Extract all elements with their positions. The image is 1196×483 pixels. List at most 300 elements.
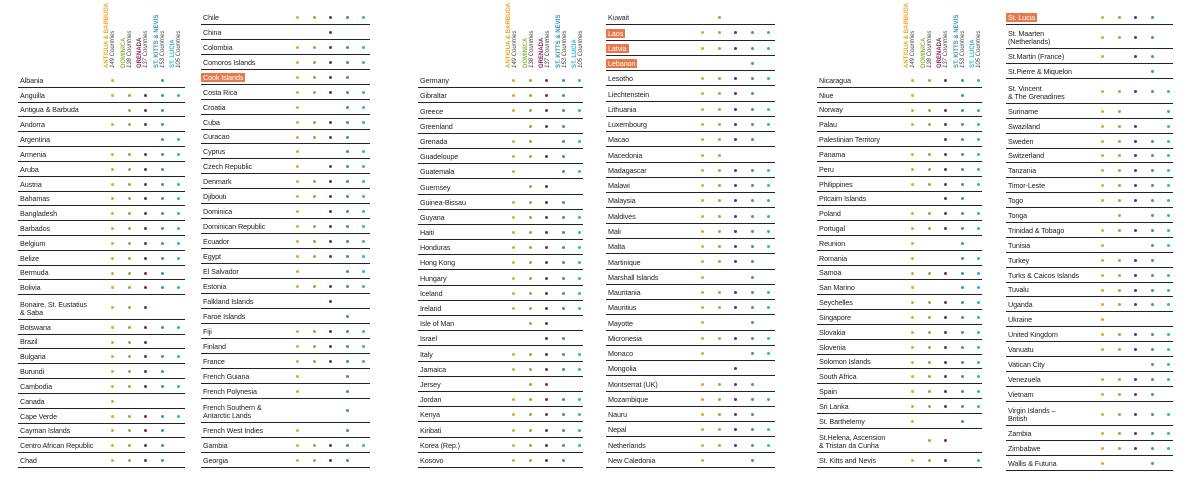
country-name-line: El Salvador xyxy=(203,266,239,276)
visa-free-dot xyxy=(1167,125,1170,128)
country-name-line: Guernsey xyxy=(420,182,451,192)
visa-free-dot xyxy=(362,345,365,348)
visa-free-dot xyxy=(751,291,754,294)
country-column xyxy=(1006,10,1173,471)
visa-free-dot xyxy=(144,385,147,388)
country-name xyxy=(1008,242,1030,250)
visa-free-dot xyxy=(144,370,147,373)
header-label xyxy=(539,31,551,68)
visa-free-dot xyxy=(578,353,581,356)
visa-free-dot xyxy=(362,330,365,333)
visa-free-dot xyxy=(545,246,548,249)
visa-free-dot xyxy=(944,459,947,462)
visa-free-dot xyxy=(977,168,980,171)
visa-free-dot xyxy=(512,368,515,371)
visa-free-dot xyxy=(313,330,316,333)
country-name-line: Andorra xyxy=(20,120,45,130)
visa-free-dot xyxy=(529,292,532,295)
country-name-line: Sweden xyxy=(1008,136,1034,146)
country-name xyxy=(420,259,455,267)
table-row xyxy=(18,424,185,439)
visa-free-dot xyxy=(545,94,548,97)
visa-free-dot xyxy=(1118,16,1121,19)
country-name-line: Maldives xyxy=(608,211,636,221)
visa-free-dot xyxy=(701,169,704,172)
visa-free-dot xyxy=(529,94,532,97)
visa-free-dot xyxy=(1101,289,1104,292)
visa-free-dot xyxy=(362,285,365,288)
visa-free-dot xyxy=(751,383,754,386)
visa-free-dot xyxy=(944,272,947,275)
visa-free-dot xyxy=(111,242,114,245)
visa-free-dot xyxy=(545,383,548,386)
visa-free-dot xyxy=(1134,432,1137,435)
visa-free-dot xyxy=(313,91,316,94)
visa-free-dot xyxy=(751,31,754,34)
visa-free-dot xyxy=(161,370,164,373)
country-name xyxy=(819,136,880,144)
table-row xyxy=(817,251,982,266)
country-name-line: New Caledonia xyxy=(608,455,656,465)
visa-free-dot xyxy=(977,183,980,186)
visa-free-dot xyxy=(1151,184,1154,187)
country-name xyxy=(420,457,443,465)
visa-free-dot xyxy=(1167,274,1170,277)
visa-free-dot xyxy=(578,79,581,82)
visa-free-dot xyxy=(296,255,299,258)
visa-free-dot xyxy=(161,326,164,329)
country-name-line: Armenia xyxy=(20,149,47,159)
country-name xyxy=(203,358,225,366)
country-name-line: Bahamas xyxy=(20,194,50,204)
visa-free-dot xyxy=(944,109,947,112)
table-row xyxy=(201,204,370,219)
visa-free-dot xyxy=(578,140,581,143)
table-row xyxy=(418,316,583,331)
country-name-line: Estonia xyxy=(203,281,227,291)
visa-free-dot xyxy=(362,150,365,153)
visa-free-dot xyxy=(111,286,114,289)
visa-free-dot xyxy=(329,330,332,333)
country-name xyxy=(420,275,446,283)
visa-free-dot xyxy=(718,230,721,233)
country-name-line: Denmark xyxy=(203,177,232,187)
country-name-line: Tanzania xyxy=(1008,166,1036,176)
visa-free-dot xyxy=(1151,259,1154,262)
visa-free-dot xyxy=(1101,333,1104,336)
visa-free-dot xyxy=(111,197,114,200)
country-name xyxy=(608,121,647,129)
visa-free-dot xyxy=(313,61,316,64)
visa-free-dot xyxy=(1134,36,1137,39)
table-row xyxy=(817,221,982,236)
visa-free-dot xyxy=(1151,447,1154,450)
visa-free-dot xyxy=(128,341,131,344)
visa-free-dot xyxy=(545,413,548,416)
visa-free-dot xyxy=(144,444,147,447)
table-row xyxy=(18,320,185,335)
visa-free-dot xyxy=(1151,333,1154,336)
visa-free-dot xyxy=(1151,393,1154,396)
visa-free-dot xyxy=(578,444,581,447)
country-name-line: Lithuania xyxy=(608,104,637,114)
table-row xyxy=(1006,134,1173,149)
visa-free-dot xyxy=(161,168,164,171)
country-name xyxy=(203,283,226,291)
visa-free-dot xyxy=(329,16,332,19)
visa-free-dot xyxy=(296,429,299,432)
visa-free-dot xyxy=(346,285,349,288)
visa-free-dot xyxy=(1101,244,1104,247)
visa-free-dot xyxy=(1101,125,1104,128)
table-row xyxy=(418,149,583,164)
visa-free-dot xyxy=(1101,393,1104,396)
visa-free-dot xyxy=(751,398,754,401)
visa-free-dot xyxy=(767,230,770,233)
table-row xyxy=(201,354,370,369)
table-row xyxy=(18,103,185,118)
visa-free-dot xyxy=(346,106,349,109)
visa-free-dot xyxy=(512,170,515,173)
visa-free-dot xyxy=(529,429,532,432)
visa-free-dot xyxy=(313,121,316,124)
table-row xyxy=(606,300,775,315)
visa-free-dot xyxy=(329,76,332,79)
country-name xyxy=(203,59,255,67)
table-row xyxy=(817,147,982,162)
visa-free-dot xyxy=(718,215,721,218)
country-name xyxy=(608,289,641,297)
visa-free-dot xyxy=(1101,462,1104,465)
header-country-count: 153 Countries xyxy=(959,30,966,68)
visa-free-dot xyxy=(944,301,947,304)
visa-free-dot xyxy=(1101,169,1104,172)
visa-free-dot xyxy=(977,459,980,462)
table-row xyxy=(1006,426,1173,441)
visa-free-dot xyxy=(977,109,980,112)
visa-free-dot xyxy=(961,79,964,82)
country-name xyxy=(20,151,46,159)
table-row xyxy=(418,453,583,468)
country-name-line: Mayotte xyxy=(608,318,633,328)
country-name xyxy=(608,350,633,358)
visa-free-dot xyxy=(977,272,980,275)
table-row xyxy=(201,324,370,339)
visa-free-dot xyxy=(1134,447,1137,450)
visa-free-dot xyxy=(296,225,299,228)
country-name xyxy=(420,305,441,313)
visa-free-dot xyxy=(751,260,754,263)
country-name-line: Ecuador xyxy=(203,237,230,247)
visa-free-dot xyxy=(329,180,332,183)
visa-free-dot xyxy=(961,390,964,393)
visa-free-dot xyxy=(767,352,770,355)
visa-free-dot xyxy=(512,398,515,401)
visa-free-dot xyxy=(1151,90,1154,93)
country-name xyxy=(819,418,865,426)
visa-free-dot xyxy=(1118,125,1121,128)
visa-free-dot xyxy=(578,216,581,219)
table-row xyxy=(18,438,185,453)
visa-free-dot xyxy=(928,272,931,275)
header-label xyxy=(904,3,916,68)
visa-free-dot xyxy=(1118,303,1121,306)
country-name-line: Netherlands xyxy=(608,440,646,450)
visa-free-dot xyxy=(751,215,754,218)
country-name xyxy=(608,442,646,450)
country-name xyxy=(20,255,39,263)
visa-free-dot xyxy=(161,227,164,230)
visa-free-dot xyxy=(1151,303,1154,306)
country-name-line: Kosovo xyxy=(420,455,444,465)
country-name-line: St.Pierre & Miquelon xyxy=(1008,67,1072,77)
header-country-name: DOMINICA xyxy=(920,37,927,68)
country-name-line: Virgin Islands – xyxy=(1008,406,1056,416)
visa-free-dot xyxy=(718,291,721,294)
visa-free-dot xyxy=(562,398,565,401)
visa-free-dot xyxy=(161,415,164,418)
country-name-line: Bermuda xyxy=(20,268,49,278)
country-name xyxy=(608,381,658,389)
country-name-line: Mauritius xyxy=(608,303,637,313)
visa-free-dot xyxy=(111,306,114,309)
visa-free-dot xyxy=(944,212,947,215)
visa-free-dot xyxy=(346,390,349,393)
country-name-line: French Guiana xyxy=(203,371,250,381)
country-name xyxy=(819,151,845,159)
visa-free-dot xyxy=(944,361,947,364)
visa-free-dot xyxy=(701,321,704,324)
table-row xyxy=(201,189,370,204)
visa-free-dot xyxy=(751,428,754,431)
visa-free-dot xyxy=(961,346,964,349)
visa-free-dot xyxy=(313,240,316,243)
visa-free-dot xyxy=(718,123,721,126)
country-name xyxy=(203,388,257,396)
visa-free-dot xyxy=(767,123,770,126)
visa-free-dot xyxy=(161,242,164,245)
visa-free-dot xyxy=(944,183,947,186)
visa-free-dot xyxy=(346,409,349,412)
visa-free-dot xyxy=(1134,16,1137,19)
visa-free-dot xyxy=(928,405,931,408)
country-name xyxy=(608,335,642,343)
country-name xyxy=(20,181,42,189)
visa-free-dot xyxy=(144,212,147,215)
visa-free-dot xyxy=(346,165,349,168)
visa-free-dot xyxy=(961,257,964,260)
visa-free-dot xyxy=(928,183,931,186)
country-name-line: Turks & Caicos Islands xyxy=(1008,270,1080,280)
table-row xyxy=(1006,208,1173,223)
table-row xyxy=(201,309,370,324)
country-name-line: French West Indies xyxy=(203,426,263,436)
table-row xyxy=(1006,283,1173,298)
country-name-line: San Marino xyxy=(819,283,855,293)
country-name-line: Gibraltar xyxy=(420,91,447,101)
visa-free-dot xyxy=(977,286,980,289)
table-row xyxy=(817,236,982,251)
visa-free-dot xyxy=(911,361,914,364)
visa-free-dot xyxy=(362,16,365,19)
visa-free-dot xyxy=(346,375,349,378)
visa-free-dot xyxy=(362,106,365,109)
visa-free-dot xyxy=(512,444,515,447)
table-row xyxy=(817,103,982,118)
visa-free-dot xyxy=(767,337,770,340)
country-name-line: Belgium xyxy=(20,238,46,248)
table-row xyxy=(606,407,775,422)
visa-free-dot xyxy=(734,92,737,95)
country-name-line: Iceland xyxy=(420,288,443,298)
visa-free-dot xyxy=(296,330,299,333)
country-name-line: Kiribati xyxy=(420,425,442,435)
visa-free-dot xyxy=(1101,432,1104,435)
country-name xyxy=(203,313,245,321)
visa-free-dot xyxy=(751,138,754,141)
table-row xyxy=(418,271,583,286)
header-label xyxy=(523,31,535,68)
visa-free-dot xyxy=(734,47,737,50)
visa-free-dot xyxy=(767,169,770,172)
country-name-line: Costa Rica xyxy=(203,87,238,97)
visa-free-dot xyxy=(767,291,770,294)
visa-free-dot xyxy=(512,459,515,462)
visa-free-dot xyxy=(562,353,565,356)
visa-free-dot xyxy=(1167,140,1170,143)
visa-free-dot xyxy=(512,429,515,432)
visa-free-dot xyxy=(562,459,565,462)
country-name-line: Switzerland xyxy=(1008,151,1045,161)
country-name-line: Tunisia xyxy=(1008,240,1031,250)
visa-free-dot xyxy=(718,199,721,202)
country-name xyxy=(819,329,845,337)
table-row xyxy=(201,399,370,424)
visa-free-dot xyxy=(734,367,737,370)
country-name xyxy=(608,213,636,221)
visa-free-dot xyxy=(545,231,548,234)
visa-free-dot xyxy=(1151,16,1154,19)
visa-free-dot xyxy=(512,216,515,219)
visa-free-dot xyxy=(144,168,147,171)
visa-free-dot xyxy=(362,444,365,447)
visa-free-dot xyxy=(512,353,515,356)
visa-free-dot xyxy=(767,215,770,218)
visa-free-dot xyxy=(1151,36,1154,39)
visa-free-dot xyxy=(718,169,721,172)
country-name xyxy=(203,74,245,82)
table-row xyxy=(606,331,775,346)
visa-free-dot xyxy=(1167,333,1170,336)
table-row xyxy=(606,132,775,147)
visa-free-dot xyxy=(1118,348,1121,351)
visa-free-dot xyxy=(128,212,131,215)
visa-free-dot xyxy=(128,94,131,97)
header-label xyxy=(937,31,949,68)
visa-free-dot xyxy=(177,415,180,418)
country-name xyxy=(819,121,837,129)
visa-free-dot xyxy=(578,307,581,310)
table-row xyxy=(1006,372,1173,387)
header-country-count: 137 Countries xyxy=(545,30,551,68)
visa-free-dot xyxy=(346,444,349,447)
visa-free-dot xyxy=(346,136,349,139)
visa-free-dot xyxy=(161,272,164,275)
country-name xyxy=(819,225,845,233)
country-name xyxy=(420,366,446,374)
visa-free-dot xyxy=(1101,274,1104,277)
country-name xyxy=(420,214,445,222)
visa-free-dot xyxy=(111,459,114,462)
table-row xyxy=(18,162,185,177)
country-name-line: Macao xyxy=(608,135,630,145)
country-name xyxy=(608,228,621,236)
visa-free-dot xyxy=(296,345,299,348)
country-name-line: Canada xyxy=(20,396,45,406)
visa-free-dot xyxy=(144,429,147,432)
country-name xyxy=(203,178,231,186)
visa-free-dot xyxy=(144,123,147,126)
visa-free-dot xyxy=(701,154,704,157)
visa-free-dot xyxy=(529,398,532,401)
visa-free-dot xyxy=(313,444,316,447)
country-name-line: Mauritania xyxy=(608,288,641,298)
visa-free-dot xyxy=(512,201,515,204)
country-name-line: Georgia xyxy=(203,455,228,465)
table-row xyxy=(18,295,185,319)
country-column xyxy=(201,10,370,468)
visa-free-dot xyxy=(313,16,316,19)
visa-free-dot xyxy=(1118,199,1121,202)
visa-free-dot xyxy=(296,375,299,378)
visa-free-dot xyxy=(1101,110,1104,113)
country-name xyxy=(420,320,454,328)
table-row xyxy=(418,301,583,316)
country-name-line: Swaziland xyxy=(1008,121,1040,131)
country-name xyxy=(203,253,221,261)
country-name-line: South Africa xyxy=(819,372,857,382)
visa-free-dot xyxy=(111,212,114,215)
visa-free-dot xyxy=(545,155,548,158)
visa-free-dot xyxy=(1167,447,1170,450)
country-name-line: Slovakia xyxy=(819,327,846,337)
visa-free-dot xyxy=(329,240,332,243)
visa-free-dot xyxy=(529,125,532,128)
visa-free-dot xyxy=(734,138,737,141)
visa-free-dot xyxy=(944,197,947,200)
country-name-line: Niue xyxy=(819,90,834,100)
table-row xyxy=(18,364,185,379)
visa-free-dot xyxy=(977,301,980,304)
visa-free-dot xyxy=(718,16,721,19)
visa-free-dot xyxy=(701,245,704,248)
country-name xyxy=(203,442,228,450)
visa-free-dot xyxy=(177,286,180,289)
visa-free-dot xyxy=(346,121,349,124)
visa-free-dot xyxy=(177,385,180,388)
visa-free-dot xyxy=(751,47,754,50)
country-name-line: Korea (Rep.) xyxy=(420,440,460,450)
visa-free-dot xyxy=(911,94,914,97)
country-name-line: Jersey xyxy=(420,380,441,390)
visa-free-dot xyxy=(296,459,299,462)
table-row xyxy=(201,100,370,115)
country-name-line: Panama xyxy=(819,149,846,159)
table-row xyxy=(817,429,982,453)
visa-free-dot xyxy=(911,183,914,186)
visa-free-dot xyxy=(1101,140,1104,143)
country-name-line: Palau xyxy=(819,120,837,130)
